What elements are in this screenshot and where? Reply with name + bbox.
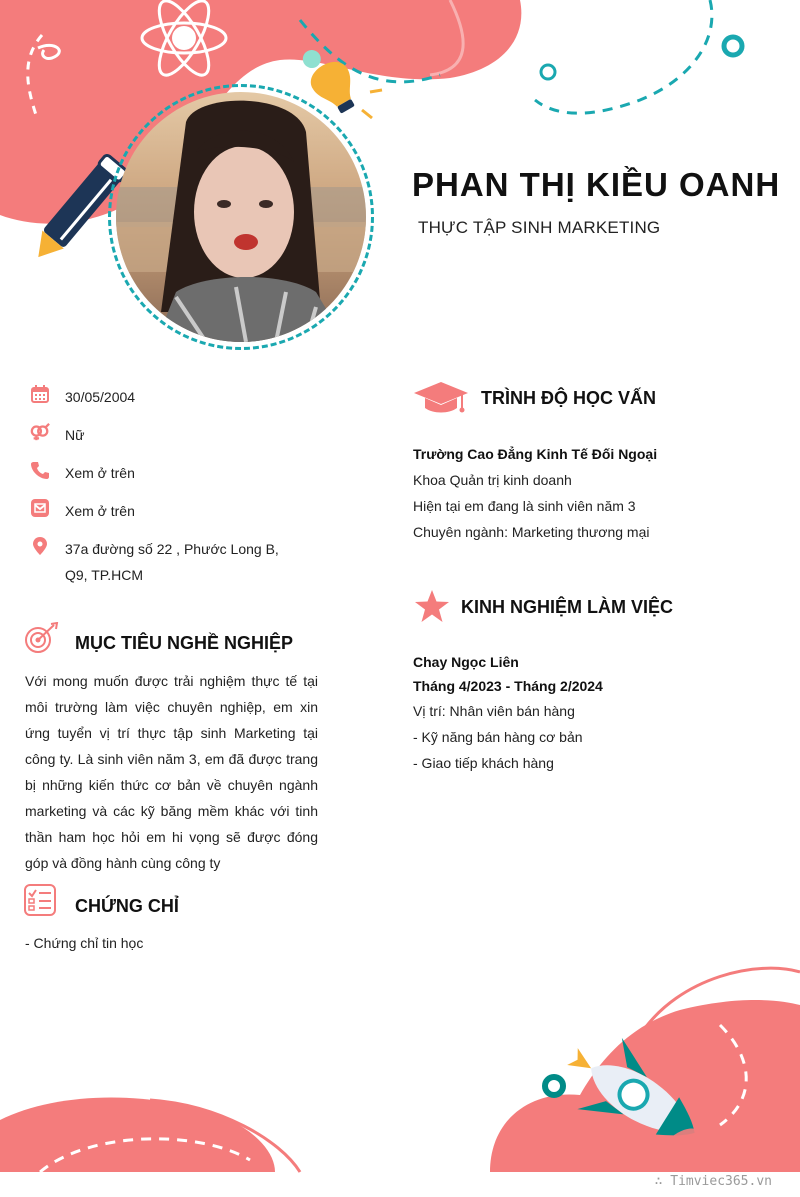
faculty-text: Khoa Quản trị kinh doanh <box>413 472 572 488</box>
experience-detail: - Kỹ năng bán hàng cơ bản <box>413 729 583 745</box>
calendar-icon <box>30 384 50 404</box>
address-row <box>30 536 305 588</box>
school-name: Trường Cao Đẳng Kinh Tế Đối Ngoại <box>413 446 658 462</box>
gender-icon <box>30 422 50 442</box>
job-title: THỰC TẬP SINH MARKETING <box>418 218 661 237</box>
objective-title: MỤC TIÊU NGHỀ NGHIỆP <box>75 633 294 653</box>
certificate-item: - Chứng chỉ tin học <box>25 935 144 951</box>
objective-text: Với mong muốn được trải nghiệm thực tế tại môi trường làm việc chuyên nghiệp, em xin ứng tuyển vị trí thực tập sinh Marketing tại công ty. Là sinh viên năm 3, em đã được trang bị những kiến thức cơ bản về chuyên ngành marketing và các kỹ băng mềm khác với tinh thần ham học hỏi em hi vọng sẽ được đóng góp và đồng hành cùng công ty <box>25 673 318 871</box>
position-text: Vị trí: Nhân viên bán hàng <box>413 703 575 719</box>
location-pin-icon <box>30 536 50 556</box>
company-name: Chay Ngọc Liên <box>413 654 519 670</box>
birthdate-row <box>30 384 305 410</box>
gender-text: Nữ <box>65 427 85 443</box>
certificates-title: CHỨNG CHỈ <box>75 896 179 916</box>
checklist-icon <box>24 884 56 916</box>
phone-row <box>30 460 305 486</box>
candidate-name: PHAN THỊ KIỀU OANH <box>412 166 781 203</box>
work-period: Tháng 4/2023 - Tháng 2/2024 <box>413 678 603 694</box>
phone-icon <box>30 460 50 480</box>
star-icon <box>414 589 450 623</box>
education-details <box>413 441 773 545</box>
experience-title: KINH NGHIỆM LÀM VIỆC <box>461 597 674 617</box>
status-text: Hiện tại em đang là sinh viên năm 3 <box>413 498 636 514</box>
phone-text: Xem ở trên <box>65 465 135 481</box>
experience-detail: - Giao tiếp khách hàng <box>413 755 554 771</box>
email-icon <box>30 498 50 518</box>
address-text: 37a đường số 22 , Phước Long B, Q9, TP.HCM <box>65 541 279 583</box>
profile-photo <box>116 92 366 342</box>
education-title: TRÌNH ĐỘ HỌC VẤN <box>481 388 656 408</box>
birthdate-text: 30/05/2004 <box>65 389 136 405</box>
email-text: Xem ở trên <box>65 503 135 519</box>
email-row <box>30 498 305 524</box>
gender-row <box>30 422 305 448</box>
major-text: Chuyên ngành: Marketing thương mại <box>413 524 650 540</box>
experience-details <box>413 650 773 776</box>
graduation-cap-icon <box>413 380 469 414</box>
target-icon <box>24 622 60 654</box>
watermark: ∴ Timviec365.vn <box>654 1174 772 1189</box>
